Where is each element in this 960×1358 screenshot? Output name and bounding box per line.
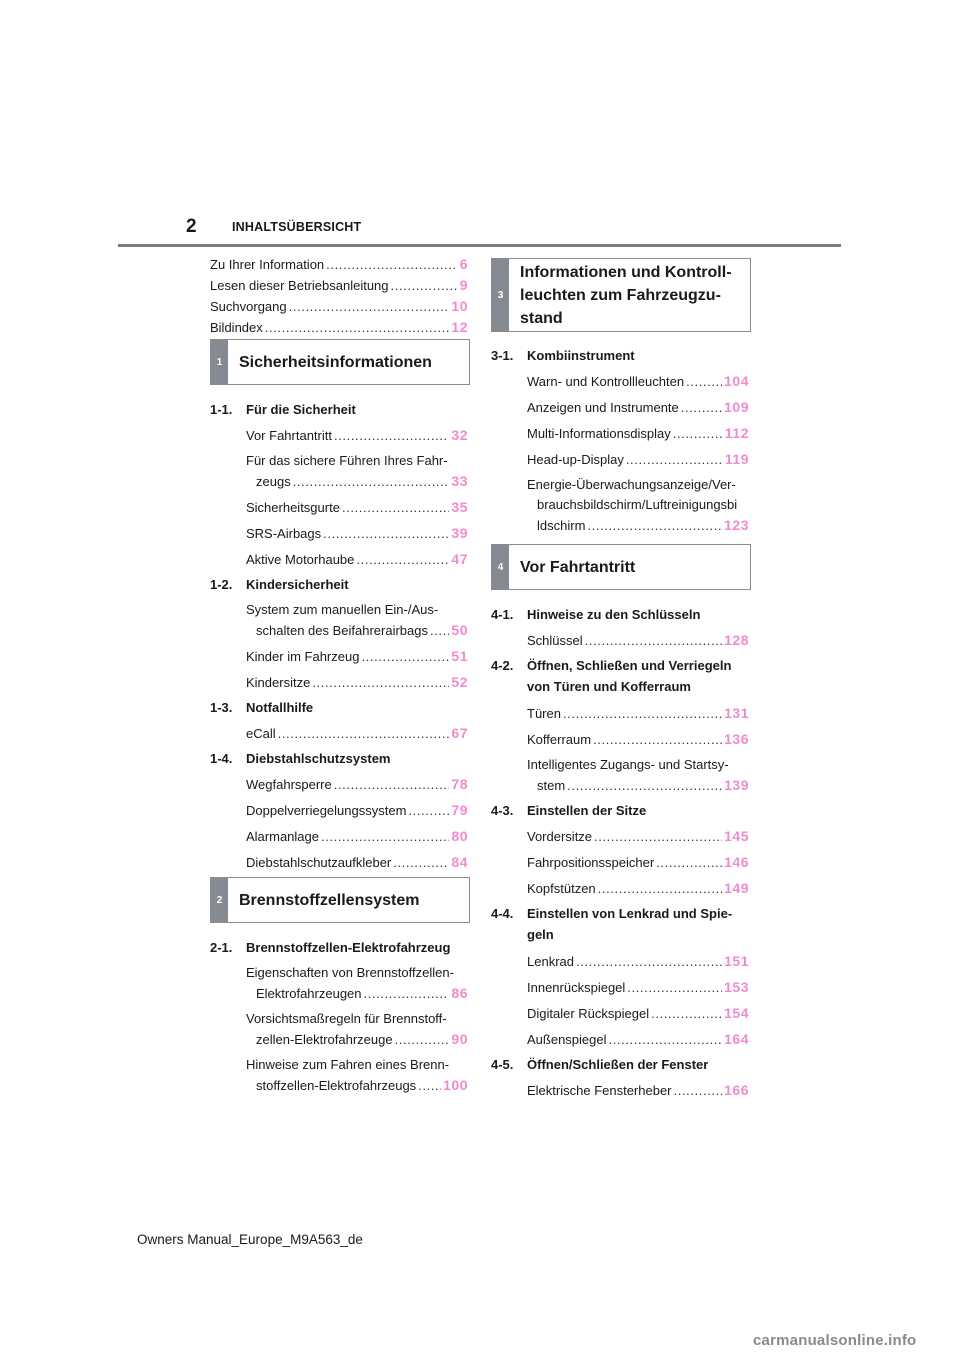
chapter-tab: 1	[211, 340, 228, 384]
header-divider	[118, 244, 841, 247]
toc-entry[interactable]: Außenspiegel ..... 164	[527, 1029, 749, 1050]
section-heading[interactable]: 4-2. Öffnen, Schließen und Verriegeln von Türen und Kofferraum	[491, 658, 732, 694]
section-heading[interactable]: 1-2. Kindersicherheit	[210, 577, 349, 592]
toc-entry[interactable]: Doppelverriegelungssystem ..... 79	[246, 800, 468, 821]
chapter-tab: 4	[492, 545, 509, 589]
section-heading[interactable]: 1-1. Für die Sicherheit	[210, 402, 356, 417]
toc-entry[interactable]: Lenkrad ..... 151	[527, 951, 749, 972]
toc-entry[interactable]: Elektrische Fensterheber ..... 166	[527, 1080, 749, 1101]
page-header-title: INHALTSÜBERSICHT	[232, 220, 362, 234]
toc-entry-line[interactable]: Vorsichtsmaßregeln für Brennstoff-	[246, 1011, 447, 1026]
toc-entry-line[interactable]: Energie-Überwachungsanzeige/Ver-	[527, 477, 736, 492]
toc-entry[interactable]: Vordersitze ..... 145	[527, 826, 749, 847]
toc-entry[interactable]: Schlüssel ..... 128	[527, 630, 749, 651]
toc-entry[interactable]: Warn- und Kontrollleuchten ..... 104	[527, 371, 749, 392]
chapter-1-contents	[210, 400, 468, 878]
toc-entry[interactable]: eCall ..... 67	[246, 723, 468, 744]
chapter-3-heading[interactable]	[491, 258, 751, 332]
page-link: 6	[459, 256, 468, 272]
chapter-1-heading[interactable]	[210, 339, 470, 385]
section-heading[interactable]: 4-5. Öffnen/Schließen der Fenster	[491, 1057, 709, 1072]
chapter-title: Informationen und Kontroll- leuchten zum Fahrzeugzu- stand	[520, 263, 732, 327]
toc-entry[interactable]: Kindersitze ..... 52	[246, 672, 468, 693]
section-heading[interactable]: 4-3. Einstellen der Sitze	[491, 803, 647, 818]
intro-list	[210, 254, 468, 338]
toc-entry[interactable]: Elektrofahrzeugen ..... 86	[246, 983, 468, 1004]
toc-entry[interactable]: Kinder im Fahrzeug ..... 51	[246, 646, 468, 667]
toc-entry[interactable]: Diebstahlschutzaufkleber ..... 84	[246, 852, 468, 873]
toc-entry[interactable]: Lesen dieser Betriebsanleitung ..... 9	[210, 275, 468, 296]
chapter-3-contents	[491, 346, 749, 541]
toc-entry[interactable]: Wegfahrsperre ..... 78	[246, 774, 468, 795]
toc-entry[interactable]: Zu Ihrer Information ..... 6	[210, 254, 468, 275]
chapter-title: Sicherheitsinformationen	[239, 353, 432, 371]
toc-entry[interactable]: Kopfstützen ..... 149	[527, 878, 749, 899]
toc-entry[interactable]: stem ..... 139	[527, 775, 749, 796]
toc-entry[interactable]: Multi-Informationsdisplay ..... 112	[527, 423, 749, 444]
section-heading[interactable]: 2-1. Brennstoffzellen-Elektrofahrzeug	[210, 940, 451, 955]
section-heading[interactable]: 1-3. Notfallhilfe	[210, 700, 314, 715]
section-heading[interactable]: 1-4. Diebstahlschutzsystem	[210, 751, 391, 766]
chapter-title: Brennstoffzellensystem	[239, 891, 420, 909]
toc-entry[interactable]: Head-up-Display ..... 119	[527, 449, 749, 470]
page-number: 2	[186, 216, 197, 237]
toc-entry[interactable]: ldschirm ..... 123	[527, 515, 749, 536]
document-footer: Owners Manual_Europe_M9A563_de	[137, 1232, 363, 1247]
page-link: 12	[451, 319, 468, 335]
watermark[interactable]: carmanualsonline.info	[753, 1332, 917, 1349]
toc-entry-line[interactable]: Hinweise zum Fahren eines Brenn-	[246, 1057, 450, 1072]
toc-entry-line[interactable]: Für das sichere Führen Ihres Fahr-	[246, 453, 448, 468]
chapter-tab: 2	[211, 878, 228, 922]
toc-entry-line[interactable]: System zum manuellen Ein-/Aus-	[246, 602, 439, 617]
toc-entry[interactable]: zeugs ..... 33	[246, 471, 468, 492]
toc-entry[interactable]: Suchvorgang ..... 10	[210, 296, 468, 317]
section-heading[interactable]: 4-4. Einstellen von Lenkrad und Spie- geln	[491, 906, 733, 942]
toc-entry[interactable]: schalten des Beifahrerairbags ..... 50	[246, 620, 468, 641]
chapter-2-contents	[210, 938, 468, 1101]
toc-entry[interactable]: Kofferraum ..... 136	[527, 729, 749, 750]
toc-entry[interactable]: Aktive Motorhaube ..... 47	[246, 549, 468, 570]
chapter-title: Vor Fahrtantritt	[520, 558, 636, 576]
toc-entry-line[interactable]: brauchsbildschirm/Luftreinigungsbi	[537, 497, 738, 512]
toc-entry[interactable]: Sicherheitsgurte ..... 35	[246, 497, 468, 518]
toc-entry-line[interactable]: Intelligentes Zugangs- und Startsy-	[527, 757, 729, 772]
toc-entry[interactable]: SRS-Airbags ..... 39	[246, 523, 468, 544]
toc-entry-line[interactable]: Eigenschaften von Brennstoffzellen-	[246, 965, 454, 980]
chapter-4-contents	[491, 605, 749, 1106]
toc-entry[interactable]: Anzeigen und Instrumente ..... 109	[527, 397, 749, 418]
toc-entry[interactable]: Vor Fahrtantritt ..... 32	[246, 425, 468, 446]
toc-entry[interactable]: Türen ..... 131	[527, 703, 749, 724]
toc-entry[interactable]: zellen-Elektrofahrzeuge ..... 90	[246, 1029, 468, 1050]
toc-entry[interactable]: Fahrpositionsspeicher ..... 146	[527, 852, 749, 873]
section-heading[interactable]: 4-1. Hinweise zu den Schlüsseln	[491, 607, 701, 622]
page-link: 10	[451, 298, 468, 314]
toc-entry[interactable]: Bildindex ..... 12	[210, 317, 468, 338]
toc-entry[interactable]: Digitaler Rückspiegel ..... 154	[527, 1003, 749, 1024]
chapter-tab: 3	[492, 259, 509, 331]
toc-entry[interactable]: stoffzellen-Elektrofahrzeugs ..... 100	[246, 1075, 468, 1096]
toc-entry[interactable]: Innenrückspiegel ..... 153	[527, 977, 749, 998]
toc-entry[interactable]: Alarmanlage ..... 80	[246, 826, 468, 847]
page-link: 9	[459, 277, 468, 293]
chapter-4-heading[interactable]	[491, 544, 751, 590]
section-heading[interactable]: 3-1. Kombiinstrument	[491, 348, 635, 363]
chapter-2-heading[interactable]	[210, 877, 470, 923]
